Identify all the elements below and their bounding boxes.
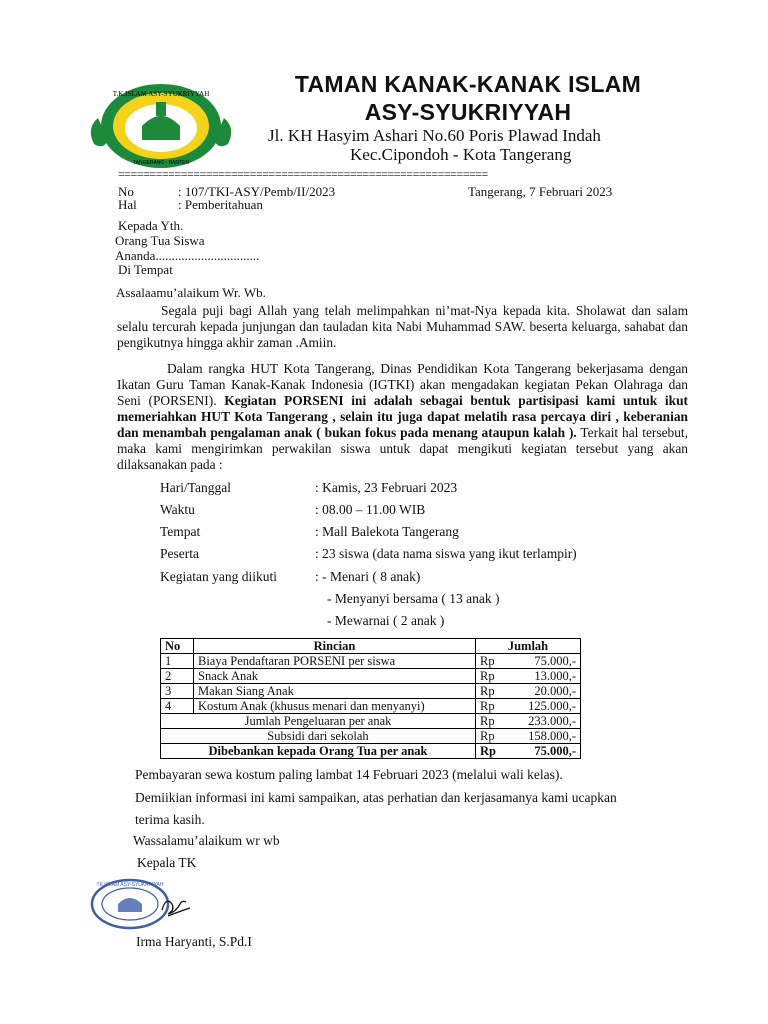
greeting: Assalaamu’alaikum Wr. Wb. — [116, 285, 266, 300]
paragraph-2-end: Terkait hal tersebut, maka kami mengirimkan perwakilan siswa untuk dapat mengikuti kegiatan tersebut yang akan dilaksanakan pada : — [117, 425, 688, 472]
row-item: Kostum Anak (khusus menari dan menyanyi) — [194, 699, 476, 714]
detail-label-date: Hari/Tanggal — [160, 480, 232, 495]
paragraph-2 — [117, 361, 688, 473]
total-label: Jumlah Pengeluaran per anak — [161, 714, 476, 729]
letter-date: Tangerang, 7 Februari 2023 — [468, 184, 613, 199]
recipient-line-4: Di Tempat — [118, 262, 173, 277]
logo-text-bottom: TANGERANG - BANTEN — [132, 160, 190, 166]
paragraph-2-intro: Dalam rangka HUT Kota Tangerang, Dinas Pendidikan Kota Tangerang bekerjasama dengan Ikatan Guru Taman Kanak-Kanak Indonesia (IGTKI) akan mengadakan kegiatan Pekan Olahraga dan Seni (PORSENI). — [117, 361, 688, 408]
row-no: 1 — [161, 654, 194, 669]
detail-label-participants: Peserta — [160, 546, 199, 561]
paragraph-1: Segala puji bagi Allah yang telah melimpahkan ni’mat-Nya kepada kita. Sholawat dan salam selalu tercurah kepada junjungan dan tauladan kita Nabi Muhammad SAW. beserta keluarga, sahabat dan pengikutnya hingga akhir zaman .Amiin. — [117, 303, 688, 350]
school-logo — [82, 78, 240, 170]
charge-currency: Rp — [476, 744, 513, 759]
total-amount: 233.000,- — [512, 714, 581, 729]
cost-table — [160, 638, 581, 759]
charge-amount: 75.000,- — [512, 744, 581, 759]
recipient-line-2: Orang Tua Siswa — [115, 233, 205, 248]
table-row — [161, 654, 581, 669]
header-item: Rincian — [194, 639, 476, 654]
hal-value: : Pemberitahuan — [178, 197, 263, 212]
row-no: 2 — [161, 669, 194, 684]
title-line-1: TAMAN KANAK-KANAK ISLAM — [294, 71, 642, 97]
detail-label-time: Waktu — [160, 502, 195, 517]
thanks-line-1: Demiikian informasi ini kami sampaikan, atas perhatian dan kerjasamanya kami ucapkan — [135, 790, 617, 805]
row-currency: Rp — [476, 669, 513, 684]
row-item: Makan Siang Anak — [194, 684, 476, 699]
header-no: No — [161, 639, 194, 654]
total-row — [161, 714, 581, 729]
principal-name: Irma Haryanti, S.Pd.I — [136, 934, 252, 949]
row-item: Snack Anak — [194, 669, 476, 684]
recipient-line-1: Kepada Yth. — [118, 218, 184, 233]
row-amount: 125.000,- — [512, 699, 581, 714]
table-row — [161, 699, 581, 714]
total-currency: Rp — [476, 714, 513, 729]
thanks-line-2: terima kasih. — [135, 812, 205, 827]
charge-label: Dibebankan kepada Orang Tua per anak — [161, 744, 476, 759]
row-currency: Rp — [476, 699, 513, 714]
recipient-line-3: Ananda................................ — [115, 248, 260, 263]
row-currency: Rp — [476, 684, 513, 699]
row-no: 3 — [161, 684, 194, 699]
detail-label-activities: Kegiatan yang diikuti — [160, 569, 277, 584]
activity-item: - Mewarnai ( 2 anak ) — [327, 613, 445, 628]
principal-title: Kepala TK — [137, 855, 197, 870]
table-row — [161, 684, 581, 699]
detail-value-date: : Kamis, 23 Februari 2023 — [315, 480, 458, 495]
charge-row — [161, 744, 581, 759]
school-title — [258, 70, 678, 126]
logo-text-top: T.K.ISLAM ASY-SYUKRIYYAH — [112, 90, 210, 98]
row-amount: 13.000,- — [512, 669, 581, 684]
activity-item: - Menyanyi bersama ( 13 anak ) — [327, 591, 500, 606]
detail-label-place: Tempat — [160, 524, 201, 539]
stamp-text: TK.ISLAM ASY-SYUKRIYYAH — [96, 882, 164, 888]
no-value: : 107/TKI-ASY/Pemb/II/2023 — [178, 184, 336, 199]
payment-note: Pembayaran sewa kostum paling lambat 14 Februari 2023 (melalui wali kelas). — [135, 767, 563, 782]
no-label: No — [118, 184, 134, 199]
table-row — [161, 669, 581, 684]
detail-value-activities: : - Menari ( 8 anak) — [315, 569, 421, 584]
header-rule: =========================================================== — [118, 168, 488, 180]
paragraph-2-bold: Kegiatan PORSENI ini adalah sebagai bentuk partisipasi kami untuk ikut memeriahkan HUT Kota Tangerang , selain itu juga dapat melatih rasa percaya diri , keberanian dan menambah pengalaman anak ( bukan fokus pada menang ataupun kalah ). — [117, 393, 688, 440]
address-line-2: Kec.Cipondoh - Kota Tangerang — [350, 145, 572, 164]
detail-value-time: : 08.00 – 11.00 WIB — [315, 502, 426, 517]
table-header-row — [161, 639, 581, 654]
subsidy-amount: 158.000,- — [512, 729, 581, 744]
row-no: 4 — [161, 699, 194, 714]
header-amount: Jumlah — [476, 639, 581, 654]
closing-salam: Wassalamu’alaikum wr wb — [133, 833, 280, 848]
row-amount: 75.000,- — [512, 654, 581, 669]
subsidy-label: Subsidi dari sekolah — [161, 729, 476, 744]
address-line-1: Jl. KH Hasyim Ashari No.60 Poris Plawad Indah — [268, 126, 601, 145]
row-currency: Rp — [476, 654, 513, 669]
row-item: Biaya Pendaftaran PORSENI per siswa — [194, 654, 476, 669]
detail-value-place: : Mall Balekota Tangerang — [315, 524, 459, 539]
detail-value-participants: : 23 siswa (data nama siswa yang ikut terlampir) — [315, 546, 577, 561]
title-line-2: ASY-SYUKRIYYAH — [364, 99, 572, 125]
subsidy-row — [161, 729, 581, 744]
school-stamp — [88, 876, 198, 932]
row-amount: 20.000,- — [512, 684, 581, 699]
hal-label: Hal — [118, 197, 137, 212]
subsidy-currency: Rp — [476, 729, 513, 744]
